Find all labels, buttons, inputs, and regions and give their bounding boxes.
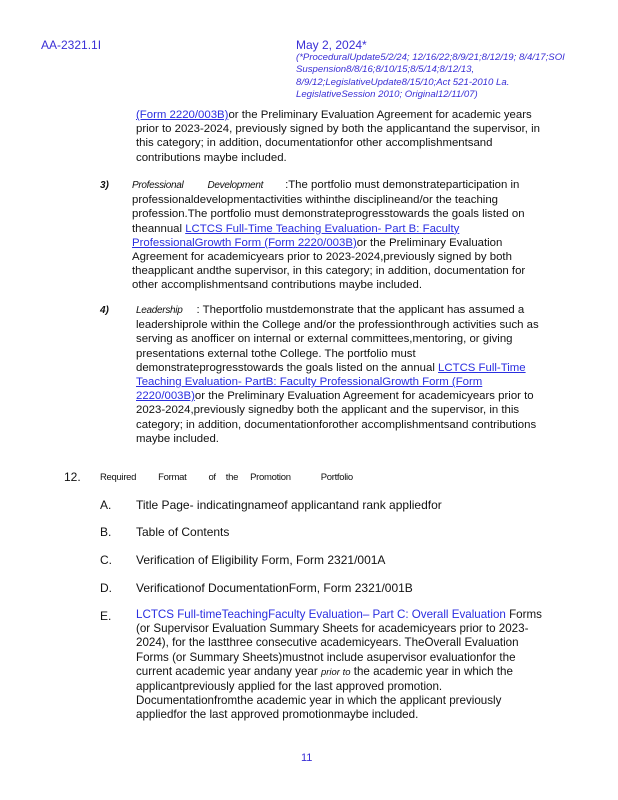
list-letter: B. [100,525,112,539]
list-item-documentation-form: Verificationof DocumentationForm, Form 2321/001B [136,581,413,595]
item-number: 3) [100,180,109,191]
growth-form-link[interactable]: LCTCS Full-Time Teaching Evaluation- PartB: Faculty ProfessionalGrowth Form (Form 2220/003B) [136,361,526,403]
document-date: May 2, 2024* [296,38,367,52]
revision-history: (*ProceduralUpdate5/2/24; 12/16/22;8/9/21;8/12/19; 8/4/17;SOI Suspension8/8/16;8/10/15;8/5/14;8/12/13, 8/9/12;LegislativeUpdate8/15/10;Act 521-2010 La. LegislativeSession 2010; Original12/11/07) [296,52,565,100]
section-number: 12. [64,470,81,484]
item-text: or the Preliminary Evaluation Agreement for academicyears prior to 2023-2024,previously signed by both theapplicant andthe supervisor, in this category; in addition, documentation for other accomplishmentsand contributions maybe included. [132,236,526,292]
title-word: Format [158,472,187,483]
list-letter: E. [100,609,112,623]
list-item-title-page: Title Page- indicatingnameof applicantand rank appliedfor [136,498,442,512]
item-text: Forms (or Supervisor Evaluation Summary Sheets for academicyears prior to 2023-2024), for the lastthree consecutive academicyears. TheOverall Evaluation Forms (or Summary Sheets)mustnot include asupervisor evaluationfor the current academic year andany year [136,608,542,678]
title-word: Promotion [250,472,291,483]
continuation-text: or the Preliminary Evaluation Agreement for academic years prior to 2023-2024, previously signed by both the applicantand the supervisor, in this category; in addition, documentationfor other accomplishmentsand contributions maybe included. [136,109,540,164]
list-letter: D. [100,581,112,595]
emphasis-text: prior to [320,666,351,678]
continuation-paragraph [136,108,541,165]
item-number: 4) [100,305,109,316]
list-letter: A. [100,498,112,512]
title-word: the [225,472,239,483]
list-item-overall-evaluation [136,608,554,723]
section-title [100,472,375,483]
list-item-eligibility-form: Verification of Eligibility Form, Form 2321/001A [136,553,386,567]
title-word: Required [100,472,137,483]
document-id: AA-2321.1I [41,38,102,52]
growth-form-link[interactable]: LCTCS Full-Time Teaching Evaluation- Part B: Faculty ProfessionalGrowth Form (Form 2220/003B) [132,222,460,249]
item-heading: Development [207,180,264,191]
list-letter: C. [100,553,112,567]
title-word: of [208,472,216,483]
overall-evaluation-link[interactable]: LCTCS Full-timeTeachingFaculty Evaluation– Part C: Overall Evaluation [136,608,506,621]
list-item-table-of-contents: Table of Contents [136,525,230,539]
item-heading: Leadership [136,305,183,316]
item-heading: Professional [132,180,184,191]
item-text: or the Preliminary Evaluation Agreement for academicyears prior to 2023-2024,previously signedby both the applicant and the supervisor, in this category; in addition, documentationforother accomplishmentsand contributions maybe included. [136,390,537,445]
item-text: :The portfolio must demonstrateparticipation in professionaldevelopmentactivities withinthe disciplineand/or the teaching profession.The portfolio must demonstrateprogresstowards the goals listed on theannual [132,179,525,235]
form-link[interactable]: (Form 2220/003B) [136,109,229,121]
page-number: 11 [301,752,313,764]
item-professional-development [132,178,542,293]
item-leadership [136,303,546,446]
item-text: the academic year in which the applicantpreviously applied for the last approved promotion. Documentationfromthe academic year in which the applicant previously appliedfor the last approved promotionmaybe included. [136,664,513,722]
item-text: : Theportfolio mustdemonstrate that the applicant has assumed a leadershiprole within the College and/or the professionthrough activities such as serving as anofficer on internal or external committees,mentoring, or giving presentations external tothe College. The portfolio must demonstrateprogresstowards the goals listed on the annual [136,304,539,374]
title-word: Portfolio [320,472,353,483]
